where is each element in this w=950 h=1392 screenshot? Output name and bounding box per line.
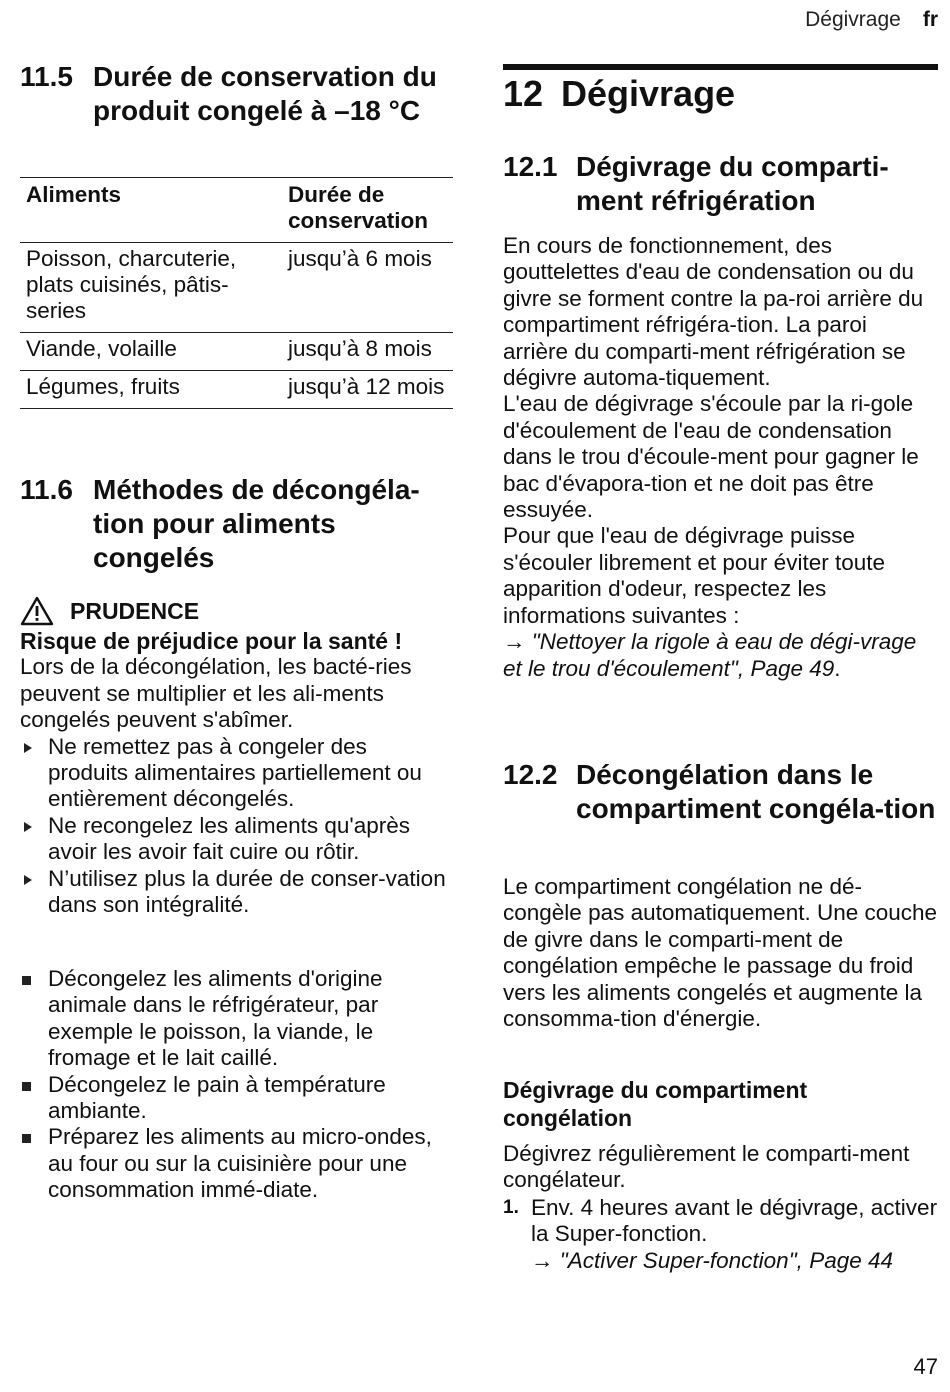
table-row xyxy=(20,333,453,371)
page-header xyxy=(805,8,938,32)
list-item: Décongelez le pain à température ambiante. xyxy=(20,1072,453,1125)
table-cell: Poisson, charcuterie, plats cuisinés, pâtis-series xyxy=(20,243,282,333)
reference-page[interactable]: Page 49 xyxy=(750,655,835,681)
section-number: 12.1 xyxy=(503,151,558,182)
table-header-duree: Durée de conservation xyxy=(282,178,453,243)
warning-triangle-icon xyxy=(20,596,54,626)
arrow-icon: → xyxy=(531,1247,554,1273)
section-number: 11.5 xyxy=(20,61,73,92)
list-item: Ne recongelez les aliments qu'après avoir les avoir fait cuire ou rôtir. xyxy=(20,813,453,866)
list-item: N’utilisez plus la durée de conser-vation dans son intégralité. xyxy=(20,866,453,919)
section-number: 12.2 xyxy=(503,759,558,790)
cross-reference xyxy=(503,629,938,682)
caution-action-list xyxy=(20,734,453,919)
subsection-title: Dégivrage du compartiment congélation xyxy=(503,1077,808,1131)
table-cell: Légumes, fruits xyxy=(20,371,282,409)
step-text: Env. 4 heures avant le dégivrage, activer la Super-fonction. xyxy=(531,1195,938,1247)
caution-block xyxy=(20,596,453,918)
paragraph: Le compartiment congélation ne dé-congèle pas automatiquement. Une couche de givre dans le comparti-ment de congélation empêche le passage du froid vers les aliments congelés et augmente la consomma-tion d'énergie. xyxy=(503,874,938,1032)
defrost-steps xyxy=(503,1195,938,1274)
list-item: Décongelez les aliments d'origine animale dans le réfrigérateur, par exemple le poisson, la viande, le fromage et le lait caillé. xyxy=(20,966,453,1072)
chapter-title: Dégivrage xyxy=(561,73,736,114)
reference-link[interactable]: "Activer Super-fonction", xyxy=(559,1247,803,1273)
section-number: 11.6 xyxy=(20,474,73,505)
paragraph: Dégivrez régulièrement le comparti-ment congélateur. xyxy=(503,1141,910,1193)
paragraph: L'eau de dégivrage s'écoule par la ri-gole d'écoulement de l'eau de condensation dans le trou d'écoule-ment pour gagner le bac d'évapora-tion et ne doit pas être essuyée. xyxy=(503,391,919,523)
chapter-rule xyxy=(503,64,938,70)
table-row xyxy=(20,243,453,333)
cross-reference xyxy=(531,1248,938,1274)
table-cell: jusqu’à 12 mois xyxy=(282,371,453,409)
step-number: 1. xyxy=(503,1197,519,1218)
header-section-title: Dégivrage xyxy=(805,8,901,31)
section-12-1-heading xyxy=(503,150,938,218)
list-item xyxy=(503,1195,938,1274)
thawing-tips-list xyxy=(20,966,453,1204)
chapter-12-heading xyxy=(503,73,938,115)
section-12-2-heading xyxy=(503,758,938,826)
reference-page[interactable]: Page 44 xyxy=(809,1247,894,1273)
section-11-6-heading xyxy=(20,473,453,575)
list-item: Préparez les aliments au micro-ondes, au four ou sur la cuisinière pour une consommation immé-diate. xyxy=(20,1124,453,1203)
table-row xyxy=(20,371,453,409)
table-cell: jusqu’à 8 mois xyxy=(282,333,453,371)
chapter-number: 12 xyxy=(503,73,544,114)
section-title: Méthodes de décongéla-tion pour aliments congelés xyxy=(93,474,420,573)
paragraph: En cours de fonctionnement, des gouttelettes d'eau de condensation ou du givre se forment contre la pa-roi arrière du compartiment réfrigéra-tion. La paroi arrière du comparti-ment réfrigération se dégivre automa-tiquement. xyxy=(503,233,924,391)
caution-risk: Risque de préjudice pour la santé ! xyxy=(20,628,403,654)
arrow-icon: → xyxy=(503,629,526,655)
storage-table xyxy=(20,177,453,409)
header-language: fr xyxy=(922,8,938,31)
section-title: Décongélation dans le compartiment congéla-tion xyxy=(576,759,936,824)
reference-end: . xyxy=(834,655,841,681)
section-12-1-body xyxy=(503,233,938,682)
section-11-5-heading xyxy=(20,60,453,128)
caution-text: Lors de la décongélation, les bacté-ries peuvent se multiplier et les ali-ments congelés peuvent s'abîmer. xyxy=(20,654,412,733)
paragraph: Pour que l'eau de dégivrage puisse s'écouler librement et pour éviter toute apparition d'odeur, respectez les informations suivantes : xyxy=(503,523,885,628)
list-item: Ne remettez pas à congeler des produits alimentaires partiellement ou entièrement décongelés. xyxy=(20,734,453,813)
caution-label: PRUDENCE xyxy=(70,597,200,624)
caution-header xyxy=(20,596,453,626)
reference-link[interactable]: "Nettoyer la rigole à eau de dégi-vrage et le trou d'écoulement", xyxy=(503,629,917,681)
page-number: 47 xyxy=(913,1354,938,1379)
section-title: Durée de conservation du produit congelé à –18 °C xyxy=(93,61,437,126)
table-cell: Viande, volaille xyxy=(20,333,282,371)
table-cell: jusqu’à 6 mois xyxy=(282,243,453,333)
section-title: Dégivrage du comparti-ment réfrigération xyxy=(576,151,889,216)
table-header-row xyxy=(20,178,453,243)
table-header-aliments: Aliments xyxy=(20,178,282,243)
